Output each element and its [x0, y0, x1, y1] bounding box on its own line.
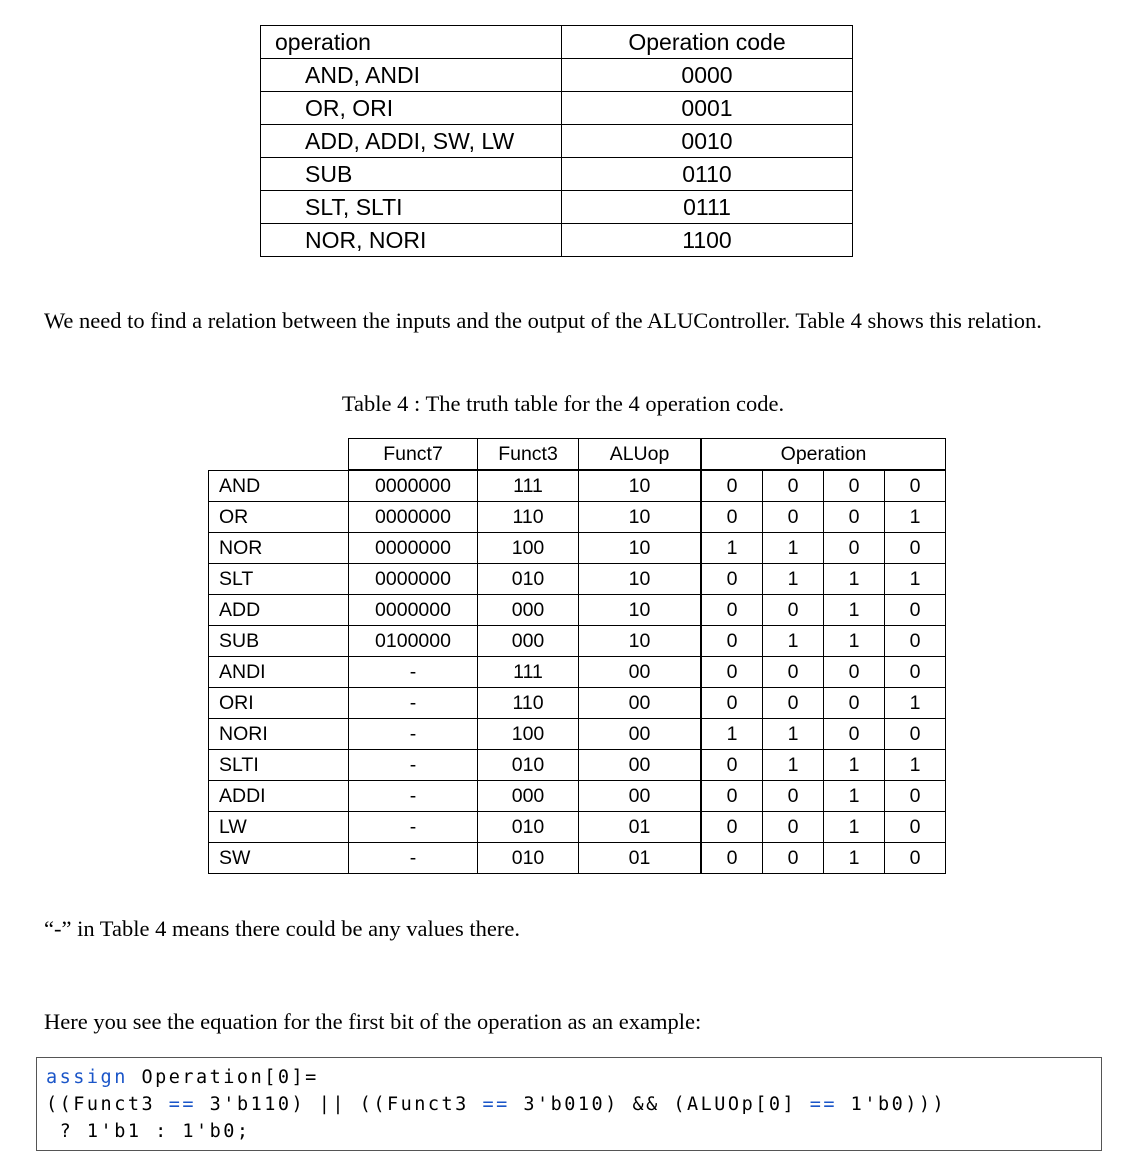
- operation-code-row: [261, 59, 853, 92]
- funct3-cell: 111: [478, 470, 579, 502]
- aluop-cell: 00: [579, 750, 702, 781]
- operation-bit-cell: 1: [885, 688, 946, 719]
- funct3-cell: 000: [478, 781, 579, 812]
- aluop-cell: 10: [579, 564, 702, 595]
- operation-header: operation: [261, 26, 562, 59]
- equality-operator: ==: [168, 1094, 197, 1115]
- operation-bit-cell: 0: [763, 595, 824, 626]
- operation-bit-cell: 0: [701, 688, 763, 719]
- operation-cell: SUB: [261, 158, 562, 191]
- truth-table-row: [209, 626, 946, 657]
- operation-bit-cell: 0: [824, 657, 885, 688]
- operation-bit-cell: 0: [701, 843, 763, 874]
- aluop-cell: 00: [579, 688, 702, 719]
- operation-bit-cell: 0: [885, 657, 946, 688]
- operation-cell: AND, ANDI: [261, 59, 562, 92]
- instruction-name-cell: ADD: [209, 595, 349, 626]
- operation-bit-cell: 1: [763, 719, 824, 750]
- operation-code-row: [261, 158, 853, 191]
- operation-code-table: [260, 25, 853, 257]
- operation-bit-cell: 0: [763, 688, 824, 719]
- funct7-cell: 0000000: [349, 564, 478, 595]
- funct7-cell: -: [349, 719, 478, 750]
- operation-bit-cell: 0: [885, 626, 946, 657]
- operation-bit-cell: 0: [885, 781, 946, 812]
- aluop-cell: 00: [579, 781, 702, 812]
- truth-table-row: [209, 812, 946, 843]
- operation-bit-cell: 0: [701, 750, 763, 781]
- operation-cell: ADD, ADDI, SW, LW: [261, 125, 562, 158]
- funct7-header: Funct7: [349, 439, 478, 471]
- aluop-cell: 10: [579, 595, 702, 626]
- funct3-cell: 010: [478, 564, 579, 595]
- assign-keyword: assign: [46, 1067, 128, 1088]
- operation-header: Operation: [701, 439, 946, 471]
- aluop-cell: 10: [579, 626, 702, 657]
- funct7-cell: -: [349, 812, 478, 843]
- code-line-2: [46, 1094, 946, 1115]
- funct7-cell: -: [349, 781, 478, 812]
- operation-bit-cell: 0: [885, 533, 946, 564]
- code-line-1-rest: Operation[0]=: [127, 1067, 319, 1088]
- truth-table-row: [209, 719, 946, 750]
- funct3-cell: 000: [478, 595, 579, 626]
- operation-bit-cell: 0: [885, 812, 946, 843]
- funct3-cell: 010: [478, 843, 579, 874]
- funct7-cell: 0000000: [349, 470, 478, 502]
- truth-table-row: [209, 781, 946, 812]
- truth-table-row: [209, 657, 946, 688]
- aluop-cell: 00: [579, 719, 702, 750]
- aluop-cell: 10: [579, 502, 702, 533]
- equality-operator: ==: [809, 1094, 838, 1115]
- dash-note: “-” in Table 4 means there could be any values there.: [44, 916, 520, 941]
- code-listing: [36, 1057, 1102, 1151]
- operation-cell: NOR, NORI: [261, 224, 562, 257]
- instruction-name-cell: NOR: [209, 533, 349, 564]
- operation-code-header-row: [261, 26, 853, 59]
- operation-bit-cell: 0: [885, 843, 946, 874]
- operation-code-cell: 1100: [562, 224, 853, 257]
- funct3-cell: 110: [478, 688, 579, 719]
- aluop-cell: 10: [579, 533, 702, 564]
- operation-code-cell: 0010: [562, 125, 853, 158]
- operation-bit-cell: 1: [763, 564, 824, 595]
- operation-bit-cell: 0: [701, 564, 763, 595]
- operation-bit-cell: 1: [824, 595, 885, 626]
- instruction-name-cell: SUB: [209, 626, 349, 657]
- instruction-name-cell: ANDI: [209, 657, 349, 688]
- operation-bit-cell: 1: [701, 719, 763, 750]
- aluop-cell: 01: [579, 843, 702, 874]
- funct3-cell: 110: [478, 502, 579, 533]
- operation-bit-cell: 1: [824, 750, 885, 781]
- funct7-cell: -: [349, 750, 478, 781]
- operation-bit-cell: 0: [824, 470, 885, 502]
- operation-bit-cell: 0: [701, 781, 763, 812]
- operation-bit-cell: 0: [763, 812, 824, 843]
- aluop-cell: 10: [579, 470, 702, 502]
- operation-bit-cell: 0: [824, 502, 885, 533]
- funct7-cell: 0000000: [349, 533, 478, 564]
- operation-bit-cell: 0: [701, 595, 763, 626]
- code-fragment: ((Funct3: [46, 1094, 169, 1115]
- operation-bit-cell: 0: [824, 719, 885, 750]
- operation-bit-cell: 1: [763, 533, 824, 564]
- operation-cell: SLT, SLTI: [261, 191, 562, 224]
- operation-bit-cell: 1: [824, 626, 885, 657]
- table4-caption: Table 4 : The truth table for the 4 operation code.: [341, 391, 785, 416]
- operation-bit-cell: 0: [701, 626, 763, 657]
- operation-code-row: [261, 224, 853, 257]
- instruction-name-cell: SW: [209, 843, 349, 874]
- operation-bit-cell: 1: [763, 750, 824, 781]
- operation-code-row: [261, 125, 853, 158]
- truth-table-row: [209, 533, 946, 564]
- operation-bit-cell: 0: [885, 470, 946, 502]
- instruction-name-cell: ORI: [209, 688, 349, 719]
- instruction-name-cell: OR: [209, 502, 349, 533]
- code-fragment: 3'b010) && (ALUOp[0]: [509, 1094, 810, 1115]
- funct3-cell: 010: [478, 750, 579, 781]
- instruction-name-cell: AND: [209, 470, 349, 502]
- instruction-name-cell: SLT: [209, 564, 349, 595]
- operation-code-row: [261, 191, 853, 224]
- code-line-3: ? 1'b1 : 1'b0;: [46, 1121, 251, 1142]
- header-blank-cell: [209, 439, 349, 471]
- funct7-cell: -: [349, 843, 478, 874]
- example-intro: Here you see the equation for the first bit of the operation as an example:: [44, 1009, 702, 1034]
- funct7-cell: 0000000: [349, 595, 478, 626]
- operation-bit-cell: 0: [701, 502, 763, 533]
- operation-bit-cell: 0: [824, 533, 885, 564]
- aluop-cell: 01: [579, 812, 702, 843]
- truth-table-header-row: [209, 439, 946, 471]
- operation-bit-cell: 1: [824, 564, 885, 595]
- operation-bit-cell: 0: [763, 781, 824, 812]
- operation-bit-cell: 1: [763, 626, 824, 657]
- truth-table-row: [209, 470, 946, 502]
- equality-operator: ==: [482, 1094, 510, 1115]
- instruction-name-cell: ADDI: [209, 781, 349, 812]
- operation-bit-cell: 0: [824, 688, 885, 719]
- truth-table-row: [209, 688, 946, 719]
- operation-bit-cell: 0: [701, 657, 763, 688]
- truth-table-row: [209, 750, 946, 781]
- aluop-cell: 00: [579, 657, 702, 688]
- aluop-header: ALUop: [579, 439, 702, 471]
- operation-bit-cell: 0: [763, 470, 824, 502]
- truth-table-row: [209, 843, 946, 874]
- operation-bit-cell: 1: [885, 502, 946, 533]
- truth-table-row: [209, 502, 946, 533]
- operation-code-row: [261, 92, 853, 125]
- funct7-cell: -: [349, 688, 478, 719]
- funct3-cell: 000: [478, 626, 579, 657]
- operation-bit-cell: 0: [763, 843, 824, 874]
- operation-bit-cell: 0: [701, 812, 763, 843]
- operation-code-cell: 0000: [562, 59, 853, 92]
- instruction-name-cell: LW: [209, 812, 349, 843]
- operation-cell: OR, ORI: [261, 92, 562, 125]
- operation-bit-cell: 1: [885, 750, 946, 781]
- instruction-name-cell: SLTI: [209, 750, 349, 781]
- operation-bit-cell: 0: [885, 595, 946, 626]
- truth-table-row: [209, 564, 946, 595]
- operation-bit-cell: 1: [885, 564, 946, 595]
- truth-table-row: [209, 595, 946, 626]
- operation-bit-cell: 0: [701, 470, 763, 502]
- operation-bit-cell: 1: [824, 781, 885, 812]
- funct3-header: Funct3: [478, 439, 579, 471]
- truth-table: [208, 438, 946, 874]
- operation-bit-cell: 1: [824, 843, 885, 874]
- operation-bit-cell: 1: [701, 533, 763, 564]
- funct3-cell: 100: [478, 719, 579, 750]
- operation-bit-cell: 0: [763, 657, 824, 688]
- operation-bit-cell: 1: [824, 812, 885, 843]
- code-fragment: 3'b110) || ((Funct3: [196, 1094, 483, 1115]
- operation-code-cell: 0110: [562, 158, 853, 191]
- operation-bit-cell: 0: [763, 502, 824, 533]
- operation-code-header: Operation code: [562, 26, 853, 59]
- funct7-cell: 0000000: [349, 502, 478, 533]
- funct3-cell: 111: [478, 657, 579, 688]
- operation-code-cell: 0001: [562, 92, 853, 125]
- funct3-cell: 100: [478, 533, 579, 564]
- funct7-cell: -: [349, 657, 478, 688]
- funct7-cell: 0100000: [349, 626, 478, 657]
- operation-bit-cell: 0: [885, 719, 946, 750]
- code-fragment: 1'b0))): [837, 1094, 947, 1115]
- funct3-cell: 010: [478, 812, 579, 843]
- operation-code-cell: 0111: [562, 191, 853, 224]
- intro-paragraph: We need to find a relation between the inputs and the output of the ALUController. Table 4 shows this relation.: [44, 308, 1042, 333]
- instruction-name-cell: NORI: [209, 719, 349, 750]
